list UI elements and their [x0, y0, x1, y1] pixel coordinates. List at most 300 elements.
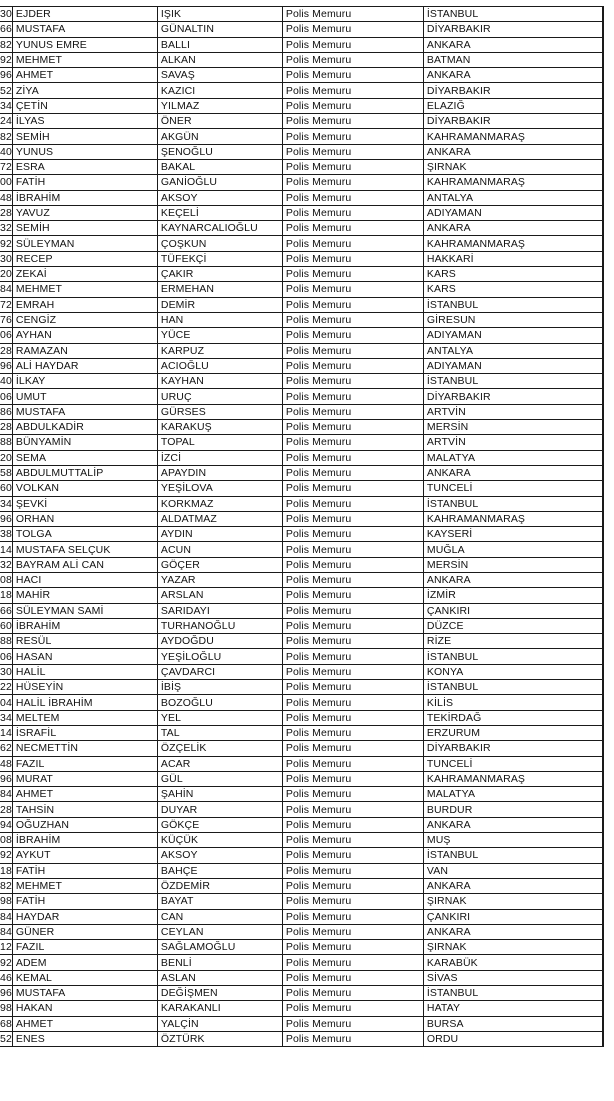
city-cell: ADIYAMAN — [423, 205, 603, 220]
row-number: 04 — [0, 696, 12, 709]
row-number: 08 — [0, 574, 12, 587]
city-cell: KAHRAMANMARAŞ — [423, 175, 603, 190]
table-row — [0, 221, 603, 236]
first-name-cell: ENES — [12, 1031, 157, 1046]
row-number: 32 — [0, 558, 12, 571]
title-cell: Polis Memuru — [282, 511, 423, 526]
city-cell: KARABÜK — [423, 955, 603, 970]
title-cell: Polis Memuru — [282, 465, 423, 480]
city-cell: İSTANBUL — [423, 7, 603, 22]
row-number: 96 — [0, 987, 12, 1000]
first-name-cell: ABDULMUTTALİP — [12, 465, 157, 480]
last-name-cell: ASLAN — [157, 970, 282, 985]
title-cell: Polis Memuru — [282, 603, 423, 618]
table-row — [0, 114, 603, 129]
table-row — [0, 52, 603, 67]
row-number: 82 — [0, 880, 12, 893]
city-cell: KAHRAMANMARAŞ — [423, 129, 603, 144]
title-cell: Polis Memuru — [282, 374, 423, 389]
row-number: 98 — [0, 1002, 12, 1015]
first-name-cell: SEMİH — [12, 129, 157, 144]
first-name-cell: MUSTAFA — [12, 404, 157, 419]
table-row — [0, 680, 603, 695]
city-cell: ANKARA — [423, 878, 603, 893]
table-row — [0, 741, 603, 756]
city-cell: ADIYAMAN — [423, 328, 603, 343]
row-number: 84 — [0, 910, 12, 923]
first-name-cell: HALİL İBRAHİM — [12, 695, 157, 710]
table-row — [0, 1016, 603, 1031]
row-number: 28 — [0, 344, 12, 357]
table-row — [0, 420, 603, 435]
table-row — [0, 496, 603, 511]
title-cell: Polis Memuru — [282, 435, 423, 450]
first-name-cell: YAVUZ — [12, 205, 157, 220]
last-name-cell: URUÇ — [157, 389, 282, 404]
row-number: 72 — [0, 298, 12, 311]
last-name-cell: KAYHAN — [157, 374, 282, 389]
table-row — [0, 986, 603, 1001]
table-row — [0, 634, 603, 649]
last-name-cell: GÖKÇE — [157, 817, 282, 832]
first-name-cell: AHMET — [12, 1016, 157, 1031]
title-cell: Polis Memuru — [282, 328, 423, 343]
table-row — [0, 190, 603, 205]
table-row — [0, 878, 603, 893]
title-cell: Polis Memuru — [282, 159, 423, 174]
row-number: 66 — [0, 604, 12, 617]
title-cell: Polis Memuru — [282, 98, 423, 113]
table-row — [0, 664, 603, 679]
title-cell: Polis Memuru — [282, 7, 423, 22]
title-cell: Polis Memuru — [282, 710, 423, 725]
table-row — [0, 695, 603, 710]
table-row — [0, 465, 603, 480]
last-name-cell: GÖÇER — [157, 557, 282, 572]
city-cell: ANTALYA — [423, 343, 603, 358]
first-name-cell: ALİ HAYDAR — [12, 358, 157, 373]
first-name-cell: FATİH — [12, 863, 157, 878]
row-number: 20 — [0, 451, 12, 464]
row-number: 94 — [0, 818, 12, 831]
first-name-cell: TOLGA — [12, 527, 157, 542]
title-cell: Polis Memuru — [282, 924, 423, 939]
title-cell: Polis Memuru — [282, 940, 423, 955]
last-name-cell: KAYNARCALIOĞLU — [157, 221, 282, 236]
last-name-cell: YALÇİN — [157, 1016, 282, 1031]
last-name-cell: ÇOŞKUN — [157, 236, 282, 251]
row-number: 96 — [0, 512, 12, 525]
last-name-cell: BAYAT — [157, 894, 282, 909]
last-name-cell: YEŞİLOVA — [157, 481, 282, 496]
last-name-cell: ACUN — [157, 542, 282, 557]
city-cell: İSTANBUL — [423, 986, 603, 1001]
last-name-cell: BAHÇE — [157, 863, 282, 878]
row-number: 06 — [0, 650, 12, 663]
first-name-cell: OĞUZHAN — [12, 817, 157, 832]
first-name-cell: MEHMET — [12, 878, 157, 893]
title-cell: Polis Memuru — [282, 129, 423, 144]
title-cell: Polis Memuru — [282, 725, 423, 740]
table-row — [0, 863, 603, 878]
row-number: 96 — [0, 772, 12, 785]
last-name-cell: DEĞİŞMEN — [157, 986, 282, 1001]
city-cell: KONYA — [423, 664, 603, 679]
row-number: 52 — [0, 84, 12, 97]
first-name-cell: EMRAH — [12, 297, 157, 312]
title-cell: Polis Memuru — [282, 481, 423, 496]
first-name-cell: SÜLEYMAN — [12, 236, 157, 251]
table-row — [0, 37, 603, 52]
city-cell: BATMAN — [423, 52, 603, 67]
row-number: 18 — [0, 864, 12, 877]
city-cell: ANKARA — [423, 817, 603, 832]
last-name-cell: KARAKUŞ — [157, 420, 282, 435]
last-name-cell: GANİOĞLU — [157, 175, 282, 190]
title-cell: Polis Memuru — [282, 572, 423, 587]
title-cell: Polis Memuru — [282, 83, 423, 98]
last-name-cell: CAN — [157, 909, 282, 924]
last-name-cell: AKGÜN — [157, 129, 282, 144]
row-number: 22 — [0, 681, 12, 694]
title-cell: Polis Memuru — [282, 634, 423, 649]
row-number: 48 — [0, 757, 12, 770]
table-row — [0, 144, 603, 159]
table-row — [0, 1001, 603, 1016]
city-cell: ANKARA — [423, 144, 603, 159]
first-name-cell: MUSTAFA SELÇUK — [12, 542, 157, 557]
title-cell: Polis Memuru — [282, 496, 423, 511]
row-number: 66 — [0, 23, 12, 36]
last-name-cell: GÜL — [157, 771, 282, 786]
city-cell: KAYSERİ — [423, 527, 603, 542]
table-row — [0, 970, 603, 985]
table-row — [0, 710, 603, 725]
table-row — [0, 940, 603, 955]
last-name-cell: YILMAZ — [157, 98, 282, 113]
table-row — [0, 68, 603, 83]
first-name-cell: ÇETİN — [12, 98, 157, 113]
last-name-cell: TURHANOĞLU — [157, 618, 282, 633]
row-number: 92 — [0, 849, 12, 862]
row-number: 92 — [0, 237, 12, 250]
city-cell: ÇANKIRI — [423, 909, 603, 924]
personnel-table — [0, 6, 604, 1047]
last-name-cell: ÖNER — [157, 114, 282, 129]
title-cell: Polis Memuru — [282, 190, 423, 205]
row-number: 28 — [0, 803, 12, 816]
table-row — [0, 358, 603, 373]
title-cell: Polis Memuru — [282, 114, 423, 129]
city-cell: ŞIRNAK — [423, 940, 603, 955]
row-number: 00 — [0, 176, 12, 189]
row-number: 34 — [0, 711, 12, 724]
table-row — [0, 1031, 603, 1046]
personnel-table-body — [0, 7, 603, 1047]
last-name-cell: KÜÇÜK — [157, 833, 282, 848]
last-name-cell: YEL — [157, 710, 282, 725]
city-cell: TEKİRDAĞ — [423, 710, 603, 725]
row-number: 88 — [0, 436, 12, 449]
title-cell: Polis Memuru — [282, 741, 423, 756]
table-row — [0, 833, 603, 848]
first-name-cell: İBRAHİM — [12, 618, 157, 633]
first-name-cell: YUNUS EMRE — [12, 37, 157, 52]
last-name-cell: ÖZÇELİK — [157, 741, 282, 756]
table-row — [0, 588, 603, 603]
row-number: 92 — [0, 54, 12, 67]
city-cell: ARTVİN — [423, 435, 603, 450]
city-cell: MUŞ — [423, 833, 603, 848]
table-row — [0, 557, 603, 572]
table-row — [0, 572, 603, 587]
first-name-cell: SEMİH — [12, 221, 157, 236]
table-row — [0, 787, 603, 802]
city-cell: VAN — [423, 863, 603, 878]
title-cell: Polis Memuru — [282, 878, 423, 893]
first-name-cell: İLYAS — [12, 114, 157, 129]
last-name-cell: APAYDIN — [157, 465, 282, 480]
first-name-cell: MUSTAFA — [12, 986, 157, 1001]
city-cell: TUNCELİ — [423, 481, 603, 496]
row-number: 46 — [0, 971, 12, 984]
first-name-cell: YUNUS — [12, 144, 157, 159]
last-name-cell: GÜRSES — [157, 404, 282, 419]
row-number: 32 — [0, 222, 12, 235]
city-cell: KAHRAMANMARAŞ — [423, 236, 603, 251]
title-cell: Polis Memuru — [282, 695, 423, 710]
title-cell: Polis Memuru — [282, 618, 423, 633]
table-row — [0, 297, 603, 312]
first-name-cell: MEHMET — [12, 52, 157, 67]
title-cell: Polis Memuru — [282, 1031, 423, 1046]
table-row — [0, 159, 603, 174]
last-name-cell: ERMEHAN — [157, 282, 282, 297]
last-name-cell: DUYAR — [157, 802, 282, 817]
row-number: 86 — [0, 405, 12, 418]
last-name-cell: ARSLAN — [157, 588, 282, 603]
last-name-cell: TOPAL — [157, 435, 282, 450]
row-number: 28 — [0, 207, 12, 219]
first-name-cell: UMUT — [12, 389, 157, 404]
first-name-cell: MURAT — [12, 771, 157, 786]
last-name-cell: ACIOĞLU — [157, 358, 282, 373]
table-row — [0, 542, 603, 557]
first-name-cell: MAHİR — [12, 588, 157, 603]
table-row — [0, 175, 603, 190]
city-cell: ANKARA — [423, 465, 603, 480]
table-row — [0, 328, 603, 343]
title-cell: Polis Memuru — [282, 144, 423, 159]
table-row — [0, 129, 603, 144]
first-name-cell: HAYDAR — [12, 909, 157, 924]
row-number: 40 — [0, 145, 12, 158]
city-cell: ANKARA — [423, 924, 603, 939]
table-row — [0, 955, 603, 970]
last-name-cell: YEŞİLOĞLU — [157, 649, 282, 664]
last-name-cell: ŞENOĞLU — [157, 144, 282, 159]
city-cell: ARTVİN — [423, 404, 603, 419]
first-name-cell: ZİYA — [12, 83, 157, 98]
first-name-cell: RESÜL — [12, 634, 157, 649]
row-number: 48 — [0, 191, 12, 204]
title-cell: Polis Memuru — [282, 894, 423, 909]
city-cell: ANKARA — [423, 37, 603, 52]
row-number: 92 — [0, 956, 12, 969]
row-number: 34 — [0, 99, 12, 112]
title-cell: Polis Memuru — [282, 37, 423, 52]
title-cell: Polis Memuru — [282, 221, 423, 236]
last-name-cell: ÇAVDARCI — [157, 664, 282, 679]
city-cell: GİRESUN — [423, 312, 603, 327]
first-name-cell: KEMAL — [12, 970, 157, 985]
table-row — [0, 267, 603, 282]
city-cell: ELAZIĞ — [423, 98, 603, 113]
last-name-cell: BALLI — [157, 37, 282, 52]
row-number: 30 — [0, 8, 12, 21]
first-name-cell: HALİL — [12, 664, 157, 679]
last-name-cell: TAL — [157, 725, 282, 740]
first-name-cell: ZEKAİ — [12, 267, 157, 282]
table-row — [0, 924, 603, 939]
title-cell: Polis Memuru — [282, 909, 423, 924]
city-cell: ŞIRNAK — [423, 159, 603, 174]
title-cell: Polis Memuru — [282, 970, 423, 985]
title-cell: Polis Memuru — [282, 251, 423, 266]
city-cell: SİVAS — [423, 970, 603, 985]
row-number: 20 — [0, 268, 12, 281]
row-number: 76 — [0, 314, 12, 327]
row-number: 82 — [0, 130, 12, 143]
first-name-cell: BAYRAM ALİ CAN — [12, 557, 157, 572]
first-name-cell: ABDULKADİR — [12, 420, 157, 435]
table-row — [0, 618, 603, 633]
city-cell: MUĞLA — [423, 542, 603, 557]
first-name-cell: RAMAZAN — [12, 343, 157, 358]
city-cell: KAHRAMANMARAŞ — [423, 771, 603, 786]
title-cell: Polis Memuru — [282, 955, 423, 970]
title-cell: Polis Memuru — [282, 312, 423, 327]
row-number: 52 — [0, 1033, 12, 1046]
title-cell: Polis Memuru — [282, 282, 423, 297]
row-number: 98 — [0, 895, 12, 908]
first-name-cell: CENGİZ — [12, 312, 157, 327]
title-cell: Polis Memuru — [282, 649, 423, 664]
title-cell: Polis Memuru — [282, 389, 423, 404]
city-cell: İSTANBUL — [423, 297, 603, 312]
table-row — [0, 404, 603, 419]
row-number: 62 — [0, 742, 12, 755]
title-cell: Polis Memuru — [282, 542, 423, 557]
title-cell: Polis Memuru — [282, 22, 423, 37]
city-cell: ORDU — [423, 1031, 603, 1046]
first-name-cell: FAZIL — [12, 756, 157, 771]
first-name-cell: HASAN — [12, 649, 157, 664]
table-row — [0, 817, 603, 832]
city-cell: KİLİS — [423, 695, 603, 710]
row-number: 24 — [0, 115, 12, 128]
row-number: 60 — [0, 482, 12, 495]
title-cell: Polis Memuru — [282, 52, 423, 67]
first-name-cell: İBRAHİM — [12, 190, 157, 205]
city-cell: KARS — [423, 267, 603, 282]
city-cell: İSTANBUL — [423, 649, 603, 664]
last-name-cell: SARIDAYI — [157, 603, 282, 618]
last-name-cell: ALDATMAZ — [157, 511, 282, 526]
city-cell: ANTALYA — [423, 190, 603, 205]
title-cell: Polis Memuru — [282, 175, 423, 190]
title-cell: Polis Memuru — [282, 236, 423, 251]
title-cell: Polis Memuru — [282, 680, 423, 695]
table-row — [0, 205, 603, 220]
first-name-cell: RECEP — [12, 251, 157, 266]
row-number: 84 — [0, 788, 12, 801]
table-row — [0, 83, 603, 98]
title-cell: Polis Memuru — [282, 343, 423, 358]
title-cell: Polis Memuru — [282, 358, 423, 373]
city-cell: DİYARBAKIR — [423, 114, 603, 129]
first-name-cell: FATİH — [12, 894, 157, 909]
row-number: 12 — [0, 941, 12, 954]
title-cell: Polis Memuru — [282, 833, 423, 848]
title-cell: Polis Memuru — [282, 848, 423, 863]
last-name-cell: KORKMAZ — [157, 496, 282, 511]
table-row — [0, 511, 603, 526]
table-row — [0, 312, 603, 327]
first-name-cell: HACI — [12, 572, 157, 587]
first-name-cell: SÜLEYMAN SAMİ — [12, 603, 157, 618]
last-name-cell: HAN — [157, 312, 282, 327]
last-name-cell: AYDIN — [157, 527, 282, 542]
first-name-cell: İBRAHİM — [12, 833, 157, 848]
title-cell: Polis Memuru — [282, 267, 423, 282]
city-cell: DİYARBAKIR — [423, 83, 603, 98]
title-cell: Polis Memuru — [282, 756, 423, 771]
last-name-cell: KARAKANLI — [157, 1001, 282, 1016]
title-cell: Polis Memuru — [282, 802, 423, 817]
last-name-cell: İZCİ — [157, 450, 282, 465]
table-row — [0, 389, 603, 404]
title-cell: Polis Memuru — [282, 527, 423, 542]
row-number: 72 — [0, 161, 12, 174]
first-name-cell: AHMET — [12, 787, 157, 802]
last-name-cell: BOZOĞLU — [157, 695, 282, 710]
first-name-cell: GÜNER — [12, 924, 157, 939]
last-name-cell: İBİŞ — [157, 680, 282, 695]
row-number: 84 — [0, 925, 12, 938]
city-cell: TUNCELİ — [423, 756, 603, 771]
first-name-cell: MEHMET — [12, 282, 157, 297]
first-name-cell: VOLKAN — [12, 481, 157, 496]
row-number: 60 — [0, 620, 12, 633]
row-number: 28 — [0, 421, 12, 434]
last-name-cell: ŞAHİN — [157, 787, 282, 802]
city-cell: İSTANBUL — [423, 496, 603, 511]
city-cell: ADIYAMAN — [423, 358, 603, 373]
title-cell: Polis Memuru — [282, 557, 423, 572]
row-number: 96 — [0, 359, 12, 372]
city-cell: DİYARBAKIR — [423, 389, 603, 404]
row-number: 08 — [0, 834, 12, 847]
row-number: 06 — [0, 390, 12, 403]
row-number: 14 — [0, 543, 12, 556]
row-number: 82 — [0, 38, 12, 51]
title-cell: Polis Memuru — [282, 817, 423, 832]
row-number: 14 — [0, 727, 12, 740]
city-cell: MERSİN — [423, 420, 603, 435]
table-row — [0, 848, 603, 863]
last-name-cell: KEÇELİ — [157, 205, 282, 220]
